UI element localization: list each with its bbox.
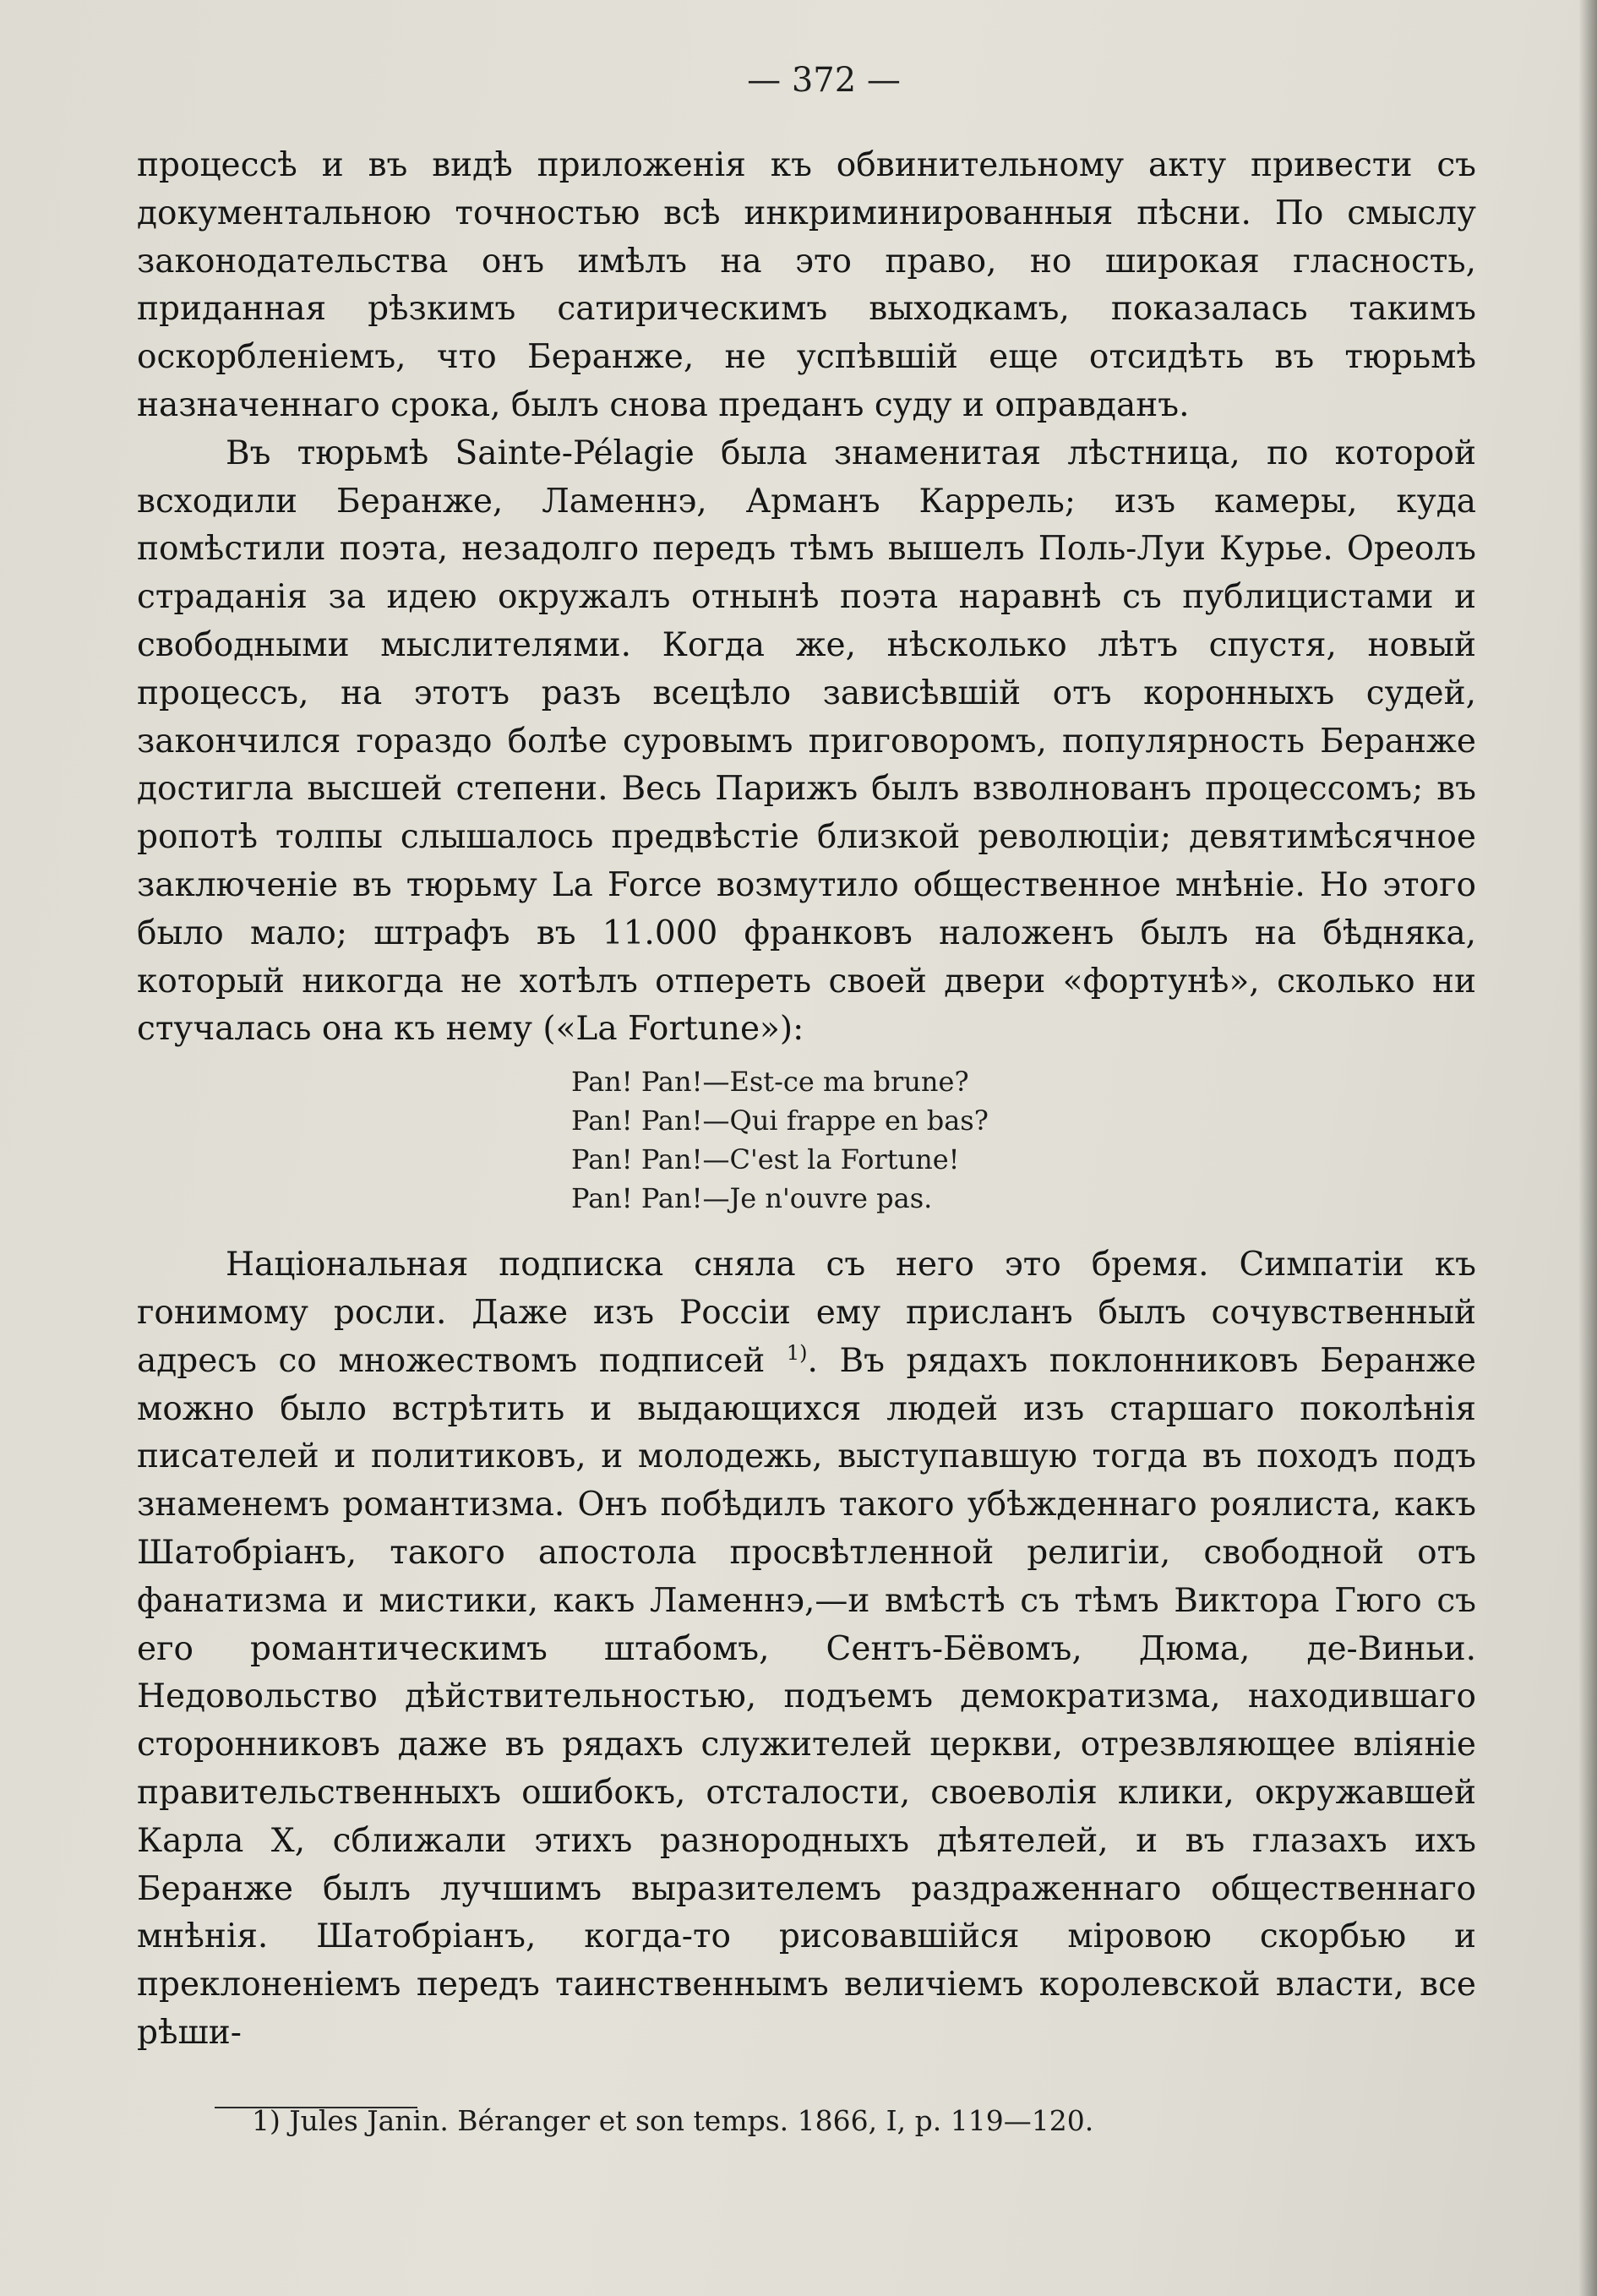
paragraph-national-subscription (137, 1241, 1476, 2058)
song-quote (571, 1062, 1476, 1218)
verse-line: Pan! Pan!—Est-ce ma brune? (571, 1066, 969, 1099)
paragraph-sainte-pelagie: Въ тюрьмѣ Sainte-Pélagie была знаменитая лѣстница, по которой всходили Беранже, Ламеннэ, Арманъ Каррель; изъ камеры, куда помѣстили поэта, незадолго передъ тѣмъ вышелъ Поль-Луи Курье. Ореолъ страданія за идею окружалъ отнынѣ поэта наравнѣ съ публицистами и свободными мыслителями. Когда же, нѣсколько лѣтъ спустя, новый процессъ, на этотъ разъ всецѣло зависѣвшій отъ коронныхъ судей, закончился гораздо болѣе суровымъ приговоромъ, популярность Беранже достигла высшей степени. Весь Парижъ былъ взволнованъ процессомъ; въ ропотѣ толпы слышалось предвѣстіе близкой революціи; девятимѣсячное заключеніе въ тюрьму La Force возмутило общественное мнѣніе. Но этого было мало; штрафъ въ 11.000 франковъ наложенъ былъ на бѣдняка, который никогда не хотѣлъ отпереть своей двери «фортунѣ», сколько ни стучалась она къ нему («La Fortune»): (137, 434, 1476, 1049)
verse-line: Pan! Pan!—Qui frappe en bas? (571, 1104, 989, 1137)
footnote (252, 2102, 1350, 2140)
paragraph-text-part: Національная подписка сняла съ него это бремя. Симпатіи къ гонимому росли. Даже изъ Россіи ему присланъ былъ сочувственный адресъ со множествомъ подписей (137, 1246, 1476, 1380)
footnote-marker: 1) (252, 2104, 281, 2137)
main-text (137, 142, 1476, 2058)
footnote-text: Jules Janin. Béranger et son temps. 1866, I, p. 119—120. (280, 2104, 1094, 2137)
paragraph-continuation: процессѣ и въ видѣ приложенія къ обвинительному акту привести съ документальною точностью всѣ инкриминированныя пѣсни. По смыслу законодательства онъ имѣлъ на это право, но широкая гласность, приданная рѣзкимъ сатирическимъ выходкамъ, показалась такимъ оскорбленіемъ, что Беранже, не успѣвшій еще отсидѣть въ тюрьмѣ назначеннаго срока, былъ снова преданъ суду и оправданъ. (137, 146, 1476, 424)
page-number: — 372 — (747, 61, 901, 100)
page-edge-shadow (1578, 0, 1597, 2296)
verse-line: Pan! Pan!—Je n'ouvre pas. (571, 1182, 933, 1215)
paragraph-text-part: . Въ рядахъ поклонниковъ Беранже можно было встрѣтить и выдающихся людей изъ старшаго поколѣнія писателей и политиковъ, и молодежь, выступавшую тогда въ походъ подъ знаменемъ романтизма. Онъ побѣдилъ такого убѣжденнаго роялиста, какъ Шатобріанъ, такого апостола просвѣтленной религіи, свободной отъ фанатизма и мистики, какъ Ламеннэ,—и вмѣстѣ съ тѣмъ Виктора Гюго съ его романтическимъ штабомъ, Сентъ-Бёвомъ, Дюма, де-Виньи. Недовольство дѣйствительностью, подъемъ демократизма, находившаго сторонниковъ даже въ рядахъ служителей церкви, отрезвляющее вліяніе правительственныхъ ошибокъ, отсталости, своеволія клики, окружавшей Карла X, сближали этихъ разнородныхъ дѣятелей, и въ глазахъ ихъ Беранже былъ лучшимъ выразителемъ раздраженнаго общественнаго мнѣнія. Шатобріанъ, когда-то рисовавшійся міровою скорбью и преклоненіемъ передъ таинственнымъ величіемъ королевской власти, все рѣши- (137, 1341, 1477, 2052)
verse-line: Pan! Pan!—C'est la Fortune! (571, 1143, 960, 1176)
footnote-reference[interactable]: 1) (786, 1340, 808, 1365)
